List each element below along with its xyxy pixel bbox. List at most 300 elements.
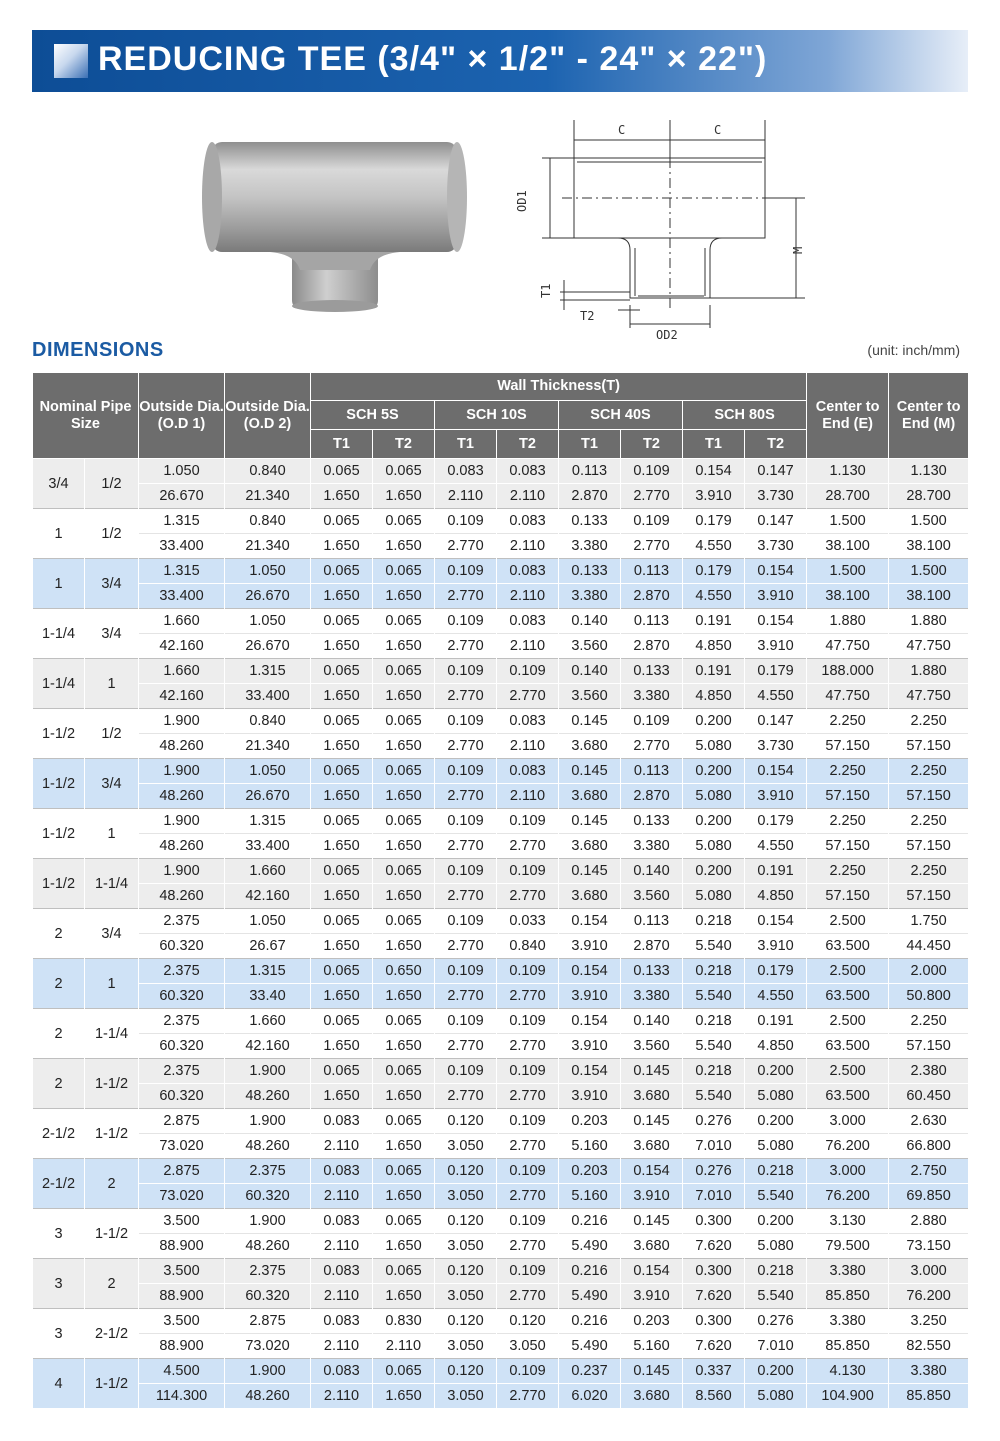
table-cell: 1.650 xyxy=(373,934,435,959)
label-t1: T1 xyxy=(539,283,553,298)
header-t1: T1 xyxy=(311,430,373,459)
table-cell: 48.260 xyxy=(225,1234,311,1259)
table-cell: 2.875 xyxy=(139,1109,225,1134)
table-cell: 3.910 xyxy=(559,1034,621,1059)
table-row xyxy=(33,1134,969,1159)
header-t2: T2 xyxy=(621,430,683,459)
nominal-size-run: 1 xyxy=(33,509,85,559)
table-cell: 3.380 xyxy=(807,1259,889,1284)
header-nominal-size: Nominal Pipe Size xyxy=(33,373,139,459)
table-cell: 2.110 xyxy=(497,734,559,759)
table-cell: 3.380 xyxy=(621,984,683,1009)
table-cell: 0.109 xyxy=(435,1059,497,1084)
table-cell: 0.133 xyxy=(621,959,683,984)
table-row xyxy=(33,534,969,559)
table-cell: 57.150 xyxy=(889,834,969,859)
table-cell: 0.147 xyxy=(745,709,807,734)
table-cell: 28.700 xyxy=(807,484,889,509)
size-group xyxy=(33,1359,969,1409)
table-cell: 0.109 xyxy=(497,659,559,684)
table-cell: 0.145 xyxy=(621,1059,683,1084)
table-cell: 3.910 xyxy=(683,484,745,509)
table-cell: 0.033 xyxy=(497,909,559,934)
table-cell: 1.050 xyxy=(225,909,311,934)
table-cell: 1.650 xyxy=(373,1084,435,1109)
table-cell: 26.670 xyxy=(139,484,225,509)
nominal-size-branch: 1-1/2 xyxy=(85,1209,139,1259)
table-cell: 7.010 xyxy=(683,1184,745,1209)
table-cell: 1.650 xyxy=(311,684,373,709)
table-cell: 2.250 xyxy=(889,809,969,834)
table-row xyxy=(33,1159,969,1184)
table-cell: 2.375 xyxy=(225,1159,311,1184)
table-cell: 57.150 xyxy=(807,734,889,759)
nominal-size-branch: 3/4 xyxy=(85,909,139,959)
header-od2: Outside Dia. (O.D 2) xyxy=(225,373,311,459)
table-cell: 63.500 xyxy=(807,1084,889,1109)
table-cell: 0.065 xyxy=(311,659,373,684)
label-c-left: C xyxy=(618,123,626,137)
nominal-size-run: 1-1/2 xyxy=(33,709,85,759)
table-cell: 47.750 xyxy=(807,634,889,659)
nominal-size-run: 3 xyxy=(33,1309,85,1359)
table-cell: 4.850 xyxy=(683,684,745,709)
table-cell: 1.650 xyxy=(373,634,435,659)
table-cell: 1.900 xyxy=(139,759,225,784)
nominal-size-run: 1-1/4 xyxy=(33,659,85,709)
size-group xyxy=(33,1209,969,1259)
table-cell: 1.650 xyxy=(311,884,373,909)
table-cell: 42.160 xyxy=(225,884,311,909)
table-cell: 0.065 xyxy=(373,1009,435,1034)
table-cell: 0.200 xyxy=(745,1109,807,1134)
nominal-size-branch: 2 xyxy=(85,1159,139,1209)
dimensions-table xyxy=(32,372,969,1408)
table-cell: 0.065 xyxy=(373,659,435,684)
table-cell: 0.083 xyxy=(497,509,559,534)
table-cell: 5.080 xyxy=(745,1084,807,1109)
table-row xyxy=(33,1384,969,1409)
nominal-size-branch: 2-1/2 xyxy=(85,1309,139,1359)
table-cell: 85.850 xyxy=(889,1384,969,1409)
table-cell: 0.145 xyxy=(621,1209,683,1234)
table-cell: 0.109 xyxy=(497,1109,559,1134)
table-cell: 1.315 xyxy=(225,809,311,834)
header-center-to-end-m: Center to End (M) xyxy=(889,373,969,459)
table-cell: 0.065 xyxy=(311,509,373,534)
table-cell: 42.160 xyxy=(139,684,225,709)
nominal-size-branch: 1-1/4 xyxy=(85,859,139,909)
table-cell: 7.620 xyxy=(683,1284,745,1309)
table-cell: 38.100 xyxy=(889,584,969,609)
table-row xyxy=(33,1359,969,1384)
table-cell: 1.900 xyxy=(139,859,225,884)
table-cell: 2.630 xyxy=(889,1109,969,1134)
table-cell: 3.680 xyxy=(621,1084,683,1109)
table-cell: 0.065 xyxy=(373,709,435,734)
table-cell: 2.770 xyxy=(435,784,497,809)
table-cell: 3.680 xyxy=(621,1234,683,1259)
table-cell: 57.150 xyxy=(807,784,889,809)
table-cell: 0.200 xyxy=(683,759,745,784)
table-cell: 0.300 xyxy=(683,1209,745,1234)
table-cell: 3.250 xyxy=(889,1309,969,1334)
table-cell: 76.200 xyxy=(889,1284,969,1309)
size-group xyxy=(33,1009,969,1059)
table-cell: 1.660 xyxy=(139,659,225,684)
table-cell: 7.620 xyxy=(683,1234,745,1259)
table-cell: 0.065 xyxy=(373,1109,435,1134)
table-cell: 3.560 xyxy=(621,1034,683,1059)
table-cell: 0.083 xyxy=(497,709,559,734)
table-cell: 3.500 xyxy=(139,1209,225,1234)
table-cell: 2.770 xyxy=(435,584,497,609)
table-cell: 0.065 xyxy=(373,859,435,884)
table-cell: 4.550 xyxy=(745,834,807,859)
table-cell: 0.120 xyxy=(435,1259,497,1284)
table-cell: 0.109 xyxy=(497,1159,559,1184)
table-cell: 2.375 xyxy=(139,1059,225,1084)
table-cell: 1.650 xyxy=(311,634,373,659)
table-cell: 0.154 xyxy=(559,1009,621,1034)
header-t1: T1 xyxy=(559,430,621,459)
table-cell: 2.250 xyxy=(807,709,889,734)
table-cell: 2.770 xyxy=(435,734,497,759)
table-cell: 4.550 xyxy=(683,534,745,559)
table-cell: 50.800 xyxy=(889,984,969,1009)
table-cell: 0.276 xyxy=(683,1159,745,1184)
table-cell: 0.154 xyxy=(745,609,807,634)
table-cell: 1.880 xyxy=(807,609,889,634)
section-title: DIMENSIONS xyxy=(32,339,164,361)
table-cell: 0.200 xyxy=(683,859,745,884)
table-cell: 0.083 xyxy=(311,1209,373,1234)
table-cell: 0.200 xyxy=(683,809,745,834)
table-cell: 38.100 xyxy=(807,584,889,609)
table-cell: 3.130 xyxy=(807,1209,889,1234)
table-cell: 26.670 xyxy=(225,784,311,809)
table-cell: 5.080 xyxy=(745,1134,807,1159)
table-cell: 63.500 xyxy=(807,1034,889,1059)
table-cell: 1.880 xyxy=(889,609,969,634)
table-row xyxy=(33,859,969,884)
table-cell: 1.500 xyxy=(807,559,889,584)
table-cell: 2.110 xyxy=(497,784,559,809)
table-cell: 3.380 xyxy=(559,534,621,559)
table-cell: 5.540 xyxy=(683,984,745,1009)
table-cell: 4.850 xyxy=(745,884,807,909)
table-cell: 0.120 xyxy=(435,1209,497,1234)
table-cell: 2.000 xyxy=(889,959,969,984)
table-cell: 1.050 xyxy=(225,559,311,584)
table-cell: 3.910 xyxy=(559,934,621,959)
table-cell: 114.300 xyxy=(139,1384,225,1409)
table-cell: 3.380 xyxy=(621,684,683,709)
table-cell: 0.065 xyxy=(311,859,373,884)
nominal-size-run: 3/4 xyxy=(33,459,85,509)
table-cell: 0.065 xyxy=(373,1059,435,1084)
table-cell: 0.065 xyxy=(373,1259,435,1284)
table-cell: 0.109 xyxy=(497,809,559,834)
table-cell: 4.550 xyxy=(745,684,807,709)
table-cell: 0.154 xyxy=(745,909,807,934)
table-cell: 76.200 xyxy=(807,1134,889,1159)
table-cell: 3.050 xyxy=(435,1184,497,1209)
table-cell: 0.109 xyxy=(621,459,683,484)
table-row xyxy=(33,1334,969,1359)
table-cell: 3.730 xyxy=(745,484,807,509)
table-row xyxy=(33,1259,969,1284)
table-cell: 0.216 xyxy=(559,1309,621,1334)
table-cell: 57.150 xyxy=(807,884,889,909)
table-cell: 0.120 xyxy=(497,1309,559,1334)
table-cell: 0.650 xyxy=(373,959,435,984)
table-cell: 1.650 xyxy=(373,1034,435,1059)
table-cell: 1.650 xyxy=(311,484,373,509)
table-cell: 2.770 xyxy=(497,684,559,709)
table-cell: 57.150 xyxy=(889,884,969,909)
table-cell: 2.110 xyxy=(497,484,559,509)
table-cell: 3.910 xyxy=(621,1284,683,1309)
table-cell: 2.375 xyxy=(225,1259,311,1284)
table-cell: 0.109 xyxy=(497,1009,559,1034)
table-cell: 0.191 xyxy=(745,1009,807,1034)
label-m: M xyxy=(791,246,805,254)
table-cell: 0.065 xyxy=(311,1059,373,1084)
table-cell: 2.770 xyxy=(497,984,559,1009)
table-cell: 88.900 xyxy=(139,1234,225,1259)
table-cell: 0.154 xyxy=(559,1059,621,1084)
unit-note: (unit: inch/mm) xyxy=(867,342,960,358)
table-row xyxy=(33,484,969,509)
table-cell: 0.065 xyxy=(311,759,373,784)
table-cell: 2.880 xyxy=(889,1209,969,1234)
table-cell: 76.200 xyxy=(807,1184,889,1209)
table-cell: 2.375 xyxy=(139,1009,225,1034)
table-cell: 0.179 xyxy=(683,559,745,584)
table-cell: 1.315 xyxy=(139,509,225,534)
table-cell: 3.560 xyxy=(621,884,683,909)
table-cell: 2.250 xyxy=(889,859,969,884)
table-cell: 2.250 xyxy=(807,759,889,784)
table-cell: 6.020 xyxy=(559,1384,621,1409)
table-cell: 0.203 xyxy=(559,1109,621,1134)
table-cell: 3.680 xyxy=(559,884,621,909)
table-cell: 0.840 xyxy=(225,509,311,534)
table-cell: 7.620 xyxy=(683,1334,745,1359)
table-cell: 3.680 xyxy=(559,734,621,759)
table-cell: 0.113 xyxy=(621,759,683,784)
table-cell: 3.560 xyxy=(559,634,621,659)
table-cell: 3.910 xyxy=(559,984,621,1009)
table-cell: 0.200 xyxy=(745,1059,807,1084)
table-cell: 0.840 xyxy=(225,709,311,734)
table-cell: 5.540 xyxy=(745,1284,807,1309)
size-group xyxy=(33,1159,969,1209)
table-cell: 5.160 xyxy=(559,1184,621,1209)
table-cell: 0.154 xyxy=(683,459,745,484)
table-cell: 0.145 xyxy=(559,809,621,834)
table-row xyxy=(33,1309,969,1334)
table-cell: 2.770 xyxy=(435,634,497,659)
table-cell: 0.218 xyxy=(683,1009,745,1034)
nominal-size-run: 4 xyxy=(33,1359,85,1409)
table-cell: 0.113 xyxy=(621,909,683,934)
table-cell: 1.650 xyxy=(311,534,373,559)
nominal-size-run: 2-1/2 xyxy=(33,1159,85,1209)
table-cell: 0.065 xyxy=(373,909,435,934)
nominal-size-branch: 3/4 xyxy=(85,759,139,809)
table-cell: 63.500 xyxy=(807,934,889,959)
table-cell: 3.500 xyxy=(139,1309,225,1334)
table-cell: 85.850 xyxy=(807,1284,889,1309)
table-cell: 1.650 xyxy=(311,584,373,609)
table-cell: 3.050 xyxy=(435,1334,497,1359)
table-cell: 0.083 xyxy=(311,1259,373,1284)
table-cell: 88.900 xyxy=(139,1284,225,1309)
table-row xyxy=(33,959,969,984)
table-cell: 0.200 xyxy=(683,709,745,734)
table-cell: 33.400 xyxy=(225,834,311,859)
table-cell: 0.065 xyxy=(373,459,435,484)
table-cell: 0.191 xyxy=(683,609,745,634)
table-cell: 3.500 xyxy=(139,1259,225,1284)
table-cell: 0.065 xyxy=(311,709,373,734)
header-t2: T2 xyxy=(745,430,807,459)
table-cell: 0.154 xyxy=(621,1259,683,1284)
table-cell: 0.218 xyxy=(683,1059,745,1084)
table-cell: 0.300 xyxy=(683,1259,745,1284)
table-cell: 38.100 xyxy=(807,534,889,559)
table-cell: 57.150 xyxy=(889,784,969,809)
table-cell: 48.260 xyxy=(139,884,225,909)
table-cell: 0.083 xyxy=(497,609,559,634)
table-row xyxy=(33,509,969,534)
table-cell: 85.850 xyxy=(807,1334,889,1359)
table-cell: 0.065 xyxy=(373,1209,435,1234)
table-row xyxy=(33,1284,969,1309)
table-cell: 79.500 xyxy=(807,1234,889,1259)
header-od1: Outside Dia. (O.D 1) xyxy=(139,373,225,459)
table-cell: 1.650 xyxy=(311,984,373,1009)
table-cell: 1.500 xyxy=(807,509,889,534)
table-cell: 5.080 xyxy=(683,834,745,859)
table-cell: 3.380 xyxy=(889,1359,969,1384)
size-group xyxy=(33,809,969,859)
table-cell: 0.109 xyxy=(435,859,497,884)
table-cell: 5.540 xyxy=(745,1184,807,1209)
table-cell: 1.650 xyxy=(373,534,435,559)
table-cell: 1.880 xyxy=(889,659,969,684)
header-sch-10s: SCH 10S xyxy=(435,401,559,430)
table-cell: 0.133 xyxy=(559,559,621,584)
table-cell: 0.109 xyxy=(435,809,497,834)
table-cell: 1.050 xyxy=(225,609,311,634)
table-cell: 0.218 xyxy=(683,909,745,934)
table-cell: 1.650 xyxy=(373,1284,435,1309)
header-wall-thickness: Wall Thickness(T) xyxy=(311,373,807,401)
table-cell: 3.560 xyxy=(559,684,621,709)
table-cell: 0.191 xyxy=(745,859,807,884)
table-cell: 1.650 xyxy=(373,484,435,509)
header-sch-40s: SCH 40S xyxy=(559,401,683,430)
table-cell: 21.340 xyxy=(225,484,311,509)
table-cell: 60.320 xyxy=(139,934,225,959)
table-cell: 0.113 xyxy=(559,459,621,484)
table-cell: 2.770 xyxy=(497,1184,559,1209)
table-cell: 2.870 xyxy=(559,484,621,509)
table-cell: 0.065 xyxy=(373,609,435,634)
table-cell: 5.490 xyxy=(559,1234,621,1259)
table-cell: 2.870 xyxy=(621,584,683,609)
table-cell: 0.133 xyxy=(621,659,683,684)
table-cell: 2.770 xyxy=(621,734,683,759)
table-cell: 2.770 xyxy=(497,1134,559,1159)
table-cell: 0.120 xyxy=(435,1359,497,1384)
table-cell: 60.320 xyxy=(225,1284,311,1309)
table-cell: 73.150 xyxy=(889,1234,969,1259)
table-cell: 2.770 xyxy=(435,834,497,859)
table-cell: 2.750 xyxy=(889,1159,969,1184)
table-cell: 0.337 xyxy=(683,1359,745,1384)
table-row xyxy=(33,1084,969,1109)
table-cell: 44.450 xyxy=(889,934,969,959)
table-cell: 1.650 xyxy=(311,734,373,759)
reducing-tee-photo xyxy=(200,130,470,320)
table-cell: 1.650 xyxy=(311,834,373,859)
nominal-size-branch: 1/2 xyxy=(85,709,139,759)
table-cell: 7.010 xyxy=(683,1134,745,1159)
table-cell: 73.020 xyxy=(139,1184,225,1209)
table-row xyxy=(33,1034,969,1059)
table-cell: 2.875 xyxy=(139,1159,225,1184)
table-cell: 0.203 xyxy=(621,1309,683,1334)
table-cell: 0.083 xyxy=(311,1359,373,1384)
table-row xyxy=(33,684,969,709)
table-cell: 2.110 xyxy=(497,584,559,609)
table-cell: 1.650 xyxy=(373,1234,435,1259)
table-cell: 60.320 xyxy=(139,1084,225,1109)
table-cell: 2.770 xyxy=(497,1034,559,1059)
table-cell: 2.770 xyxy=(497,1234,559,1259)
table-cell: 0.145 xyxy=(559,709,621,734)
table-cell: 2.770 xyxy=(435,534,497,559)
table-cell: 4.130 xyxy=(807,1359,889,1384)
nominal-size-branch: 1/2 xyxy=(85,509,139,559)
table-cell: 2.250 xyxy=(807,859,889,884)
nominal-size-run: 1 xyxy=(33,559,85,609)
table-cell: 0.145 xyxy=(621,1109,683,1134)
table-row xyxy=(33,584,969,609)
table-cell: 0.147 xyxy=(745,459,807,484)
table-row xyxy=(33,909,969,934)
table-cell: 2.770 xyxy=(497,1384,559,1409)
table-cell: 42.160 xyxy=(225,1034,311,1059)
table-cell: 0.109 xyxy=(435,659,497,684)
nominal-size-branch: 2 xyxy=(85,1259,139,1309)
table-cell: 2.110 xyxy=(311,1184,373,1209)
table-cell: 5.540 xyxy=(683,1084,745,1109)
table-cell: 0.065 xyxy=(311,909,373,934)
page-title: REDUCING TEE (3/4" × 1/2" - 24" × 22") xyxy=(98,40,768,78)
table-cell: 0.065 xyxy=(373,759,435,784)
size-group xyxy=(33,1109,969,1159)
table-cell: 1.650 xyxy=(373,984,435,1009)
nominal-size-run: 1-1/4 xyxy=(33,609,85,659)
table-cell: 2.250 xyxy=(807,809,889,834)
table-row xyxy=(33,709,969,734)
size-group xyxy=(33,459,969,509)
